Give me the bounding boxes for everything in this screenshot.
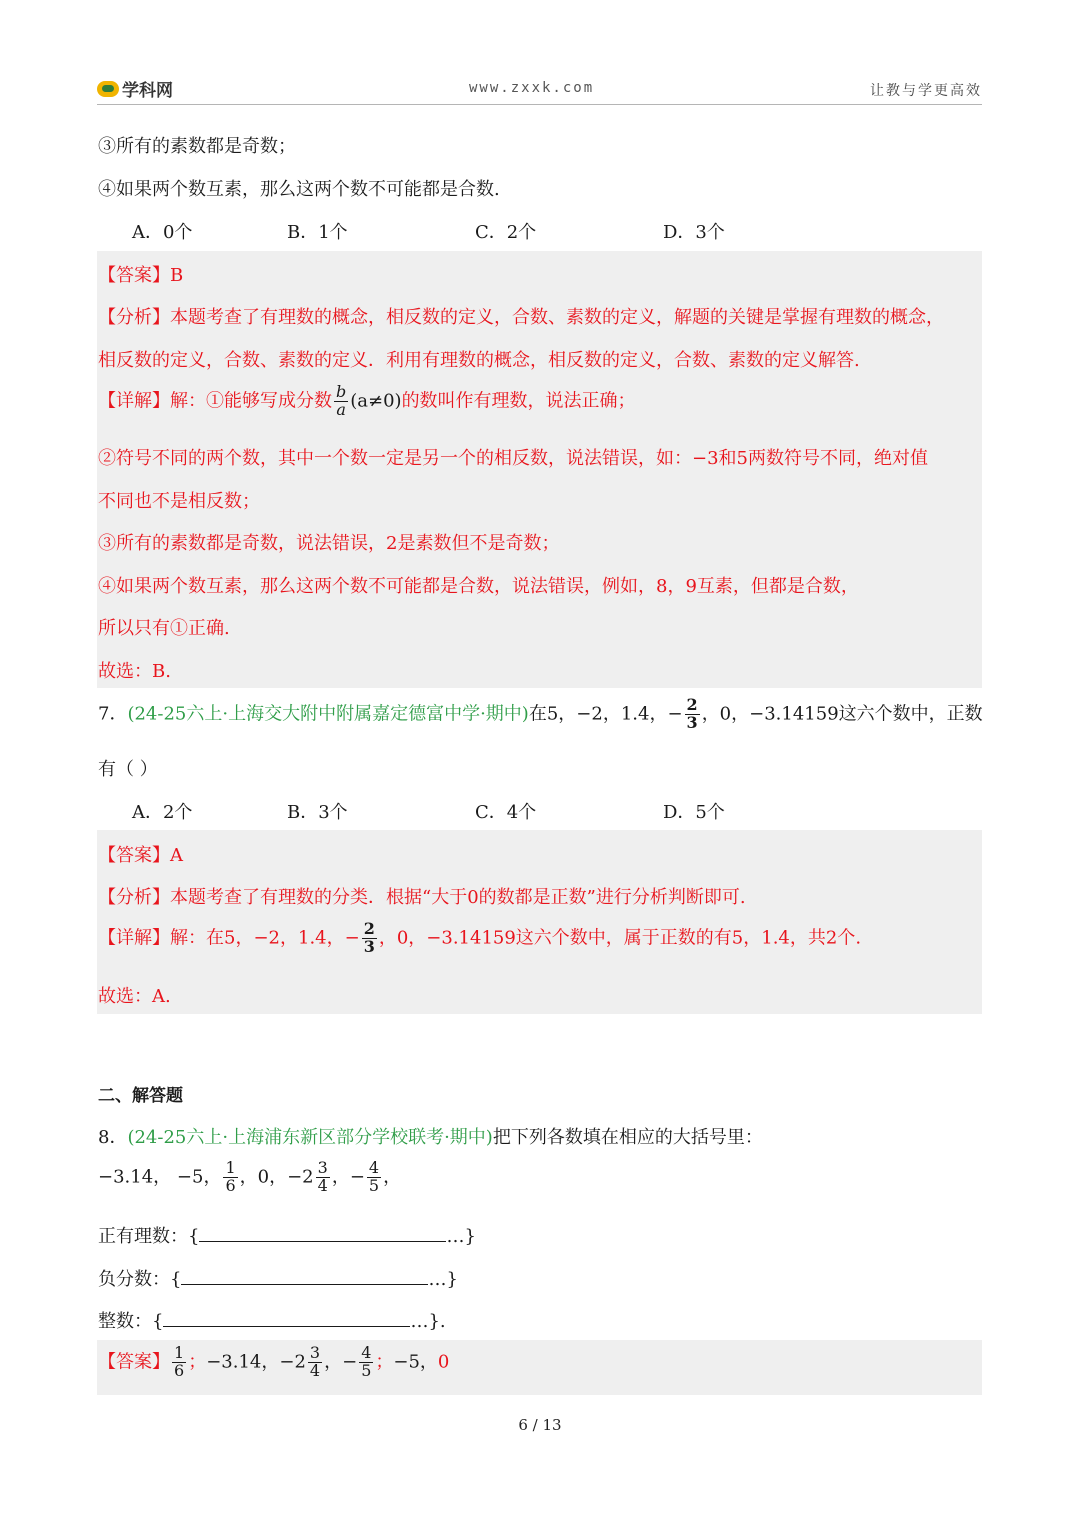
q7-option-b: B．3个 [287, 802, 348, 823]
q7-option-a: A．2个 [132, 802, 193, 823]
q6-option-a: A．0个 [132, 222, 193, 243]
q8-category-negative-fraction: 负分数：{ …} [98, 1269, 458, 1290]
q8-numbers: −3.14， −5， $\frac{1}{6}$ ，0，−2 $\frac{3}{4}$ ，− $\frac{4}{5}$ ， [98, 1158, 402, 1195]
fraction-3-over-4: $\frac{3}{4}$ [317, 1158, 328, 1195]
q7-source: (24-25六上·上海交大附中附属嘉定德富中学·期中) [127, 703, 529, 725]
q7-choose: 故选：A. [98, 986, 171, 1007]
fraction-4-over-5: $\frac{4}{5}$ [368, 1158, 380, 1195]
q7-option-d: D．5个 [663, 802, 725, 823]
q8-stem: 8．(24-25六上·上海浦东新区部分学校联考·期中)把下列各数填在相应的大括号里： [98, 1127, 763, 1148]
q7-stem-line-2: 有（ ） [98, 759, 158, 780]
q6-detail-line-5: ④如果两个数互素，那么这两个数不可能都是合数，说法错误，例如，8，9互素，但都是合数， [98, 576, 859, 597]
q6-detail-line-1: 【详解】解：①能够写成分数 $\frac{b}{a}$ (a≠0)的数叫作有理数，说法正确； [98, 382, 636, 419]
fraction-1-over-6: $\frac{1}{6}$ [174, 1343, 185, 1380]
logo [97, 76, 173, 101]
page-header [97, 74, 982, 105]
fraction-b-over-a: $\frac{b}{a}$ [336, 382, 347, 419]
q7-stem-line-1: 7．(24-25六上·上海交大附中附属嘉定德富中学·期中)在5，−2，1.4，− $\frac{2}{3}$ ，0，−3.14159这六个数中，正数 [98, 695, 983, 732]
q6-option-c: C．2个 [475, 222, 537, 243]
fraction-2-over-3: $\frac{2}{3}$ [363, 919, 375, 956]
logo-icon [97, 81, 119, 97]
q8-category-integer: 整数：{ …}. [98, 1311, 446, 1332]
fraction-1-over-6: $\frac{1}{6}$ [225, 1158, 236, 1195]
q6-statement-4: ④如果两个数互素，那么这两个数不可能都是合数. [98, 179, 500, 200]
fraction-2-over-3: $\frac{2}{3}$ [686, 695, 698, 732]
fraction-4-over-5: $\frac{4}{5}$ [361, 1343, 372, 1380]
q8-source: (24-25六上·上海浦东新区部分学校联考·期中) [127, 1127, 493, 1148]
q6-option-d: D．3个 [663, 222, 725, 243]
q6-option-b: B．1个 [287, 222, 348, 243]
q7-answer: 【答案】A [98, 845, 183, 866]
q7-option-c: C．4个 [475, 802, 537, 823]
q6-detail-line-4: ③所有的素数都是奇数，说法错误，2是素数但不是奇数； [98, 533, 560, 554]
q6-answer: 【答案】B [98, 265, 184, 286]
q6-analysis-line-2: 相反数的定义，合数、素数的定义．利用有理数的概念，相反数的定义，合数、素数的定义解答. [98, 350, 860, 371]
logo-text: 学科网 [122, 81, 173, 101]
page-number: 6 / 13 [518, 1416, 562, 1434]
q6-analysis-line-1: 【分析】本题考查了有理数的概念，相反数的定义，合数、素数的定义，解题的关键是掌握有理数的概念， [98, 307, 944, 328]
fraction-3-over-4: $\frac{3}{4}$ [309, 1343, 321, 1380]
q6-statement-3: ③所有的素数都是奇数； [98, 136, 296, 157]
q7-analysis: 【分析】本题考查了有理数的分类．根据“大于0的数都是正数”进行分析判断即可. [98, 887, 746, 908]
answer-blank[interactable] [199, 1240, 446, 1242]
section-title: 二、解答题 [98, 1086, 183, 1106]
q6-choose: 故选：B. [98, 661, 171, 682]
answer-blank[interactable] [163, 1325, 410, 1327]
q6-detail-line-6: 所以只有①正确. [98, 618, 230, 639]
q6-detail-line-2: ②符号不同的两个数，其中一个数一定是另一个的相反数，说法错误，如：−3和5两数符号不同，绝对值 [98, 448, 928, 469]
q6-detail-line-3: 不同也不是相反数； [98, 491, 260, 512]
q7-detail: 【详解】解：在5，−2，1.4，− $\frac{2}{3}$ ，0，−3.14159这六个数中，属于正数的有5，1.4，共2个. [98, 919, 862, 956]
site-url: www.zxxk.com [469, 80, 595, 96]
q8-category-positive: 正有理数：{ …} [98, 1226, 476, 1247]
slogan: 让教与学更高效 [870, 83, 982, 99]
answer-blank[interactable] [181, 1283, 428, 1285]
q8-answer: 【答案】 $\frac{1}{6}$ ；−3.14，−2 $\frac{3}{4}$ ，− $\frac{4}{5}$ ；−5，0 [98, 1343, 450, 1380]
